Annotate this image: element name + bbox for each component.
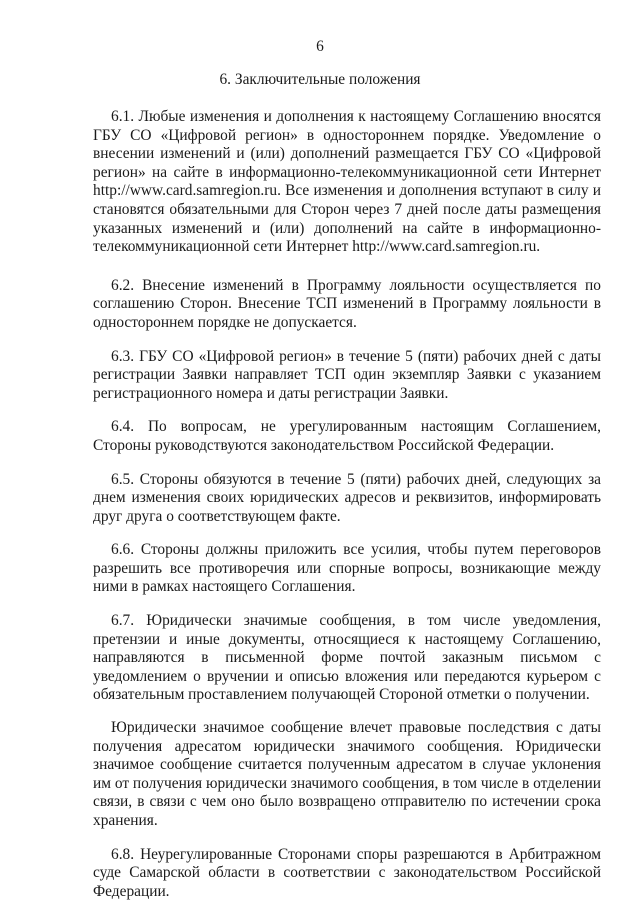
paragraph-6-5: 6.5. Стороны обязуются в течение 5 (пяти) рабочих дней, следующих за днем изменения своих юридических адресов и реквизитов, информировать друг друга о соответствующем факте. bbox=[93, 470, 601, 525]
paragraph-6-1: 6.1. Любые изменения и дополнения к настоящему Соглашению вносятся ГБУ СО «Цифровой регион» в одностороннем порядке. Уведомление о внесении изменений и (или) дополнений размещается ГБУ СО «Цифровой регион» на сайте в информационно-телекоммуникационной сети Интернет http://www.card.samregion.ru. Все изменения и дополнения вступают в силу и становятся обязательными для Сторон через 7 дней после даты размещения указанных изменений и (или) дополнений на сайте в информационно-телекоммуникационной сети Интернет http://www.card.samregion.ru. bbox=[93, 108, 601, 256]
section-title: 6. Заключительные положения bbox=[219, 71, 421, 88]
paragraph-6-6: 6.6. Стороны должны приложить все усилия, чтобы путем переговоров разрешить все противоречия или спорные вопросы, возникающие между ними в рамках настоящего Соглашения. bbox=[93, 541, 601, 596]
paragraph-6-3: 6.3. ГБУ СО «Цифровой регион» в течение 5 (пяти) рабочих дней с даты регистрации Заявки направляет ТСП один экземпляр Заявки с указанием регистрационного номера и даты регистрации Заявки. bbox=[93, 347, 601, 402]
page-number: 6 bbox=[316, 38, 324, 55]
paragraph-6-7-continued: Юридически значимое сообщение влечет правовые последствия с даты получения адресатом юридически значимого сообщения. Юридически значимое сообщение считается полученным адресатом в случае уклонения им от получения юридически значимого сообщения, в том числе в отделении связи, в связи с чем оно было возвращено отправителю по истечении срока хранения. bbox=[93, 719, 602, 829]
document-body bbox=[93, 108, 601, 901]
paragraph-6-7: 6.7. Юридически значимые сообщения, в том числе уведомления, претензии и иные документы, относящиеся к настоящему Соглашению, направляются в письменной форме почтой заказным письмом с уведомлением о вручении и описью вложения или передаются курьером с обязательным проставлением получающей Стороной отметки о получении. bbox=[93, 612, 601, 704]
paragraph-6-4: 6.4. По вопросам, не урегулированным настоящим Соглашением, Стороны руководствуются законодательством Российской Федерации. bbox=[93, 418, 601, 454]
paragraph-6-8: 6.8. Неурегулированные Сторонами споры разрешаются в Арбитражном суде Самарской области в соответствии с законодательством Российской Федерации. bbox=[93, 845, 601, 900]
paragraph-6-2: 6.2. Внесение изменений в Программу лояльности осуществляется по соглашению Сторон. Внесение ТСП изменений в Программу лояльности в одностороннем порядке не допускается. bbox=[93, 276, 601, 331]
